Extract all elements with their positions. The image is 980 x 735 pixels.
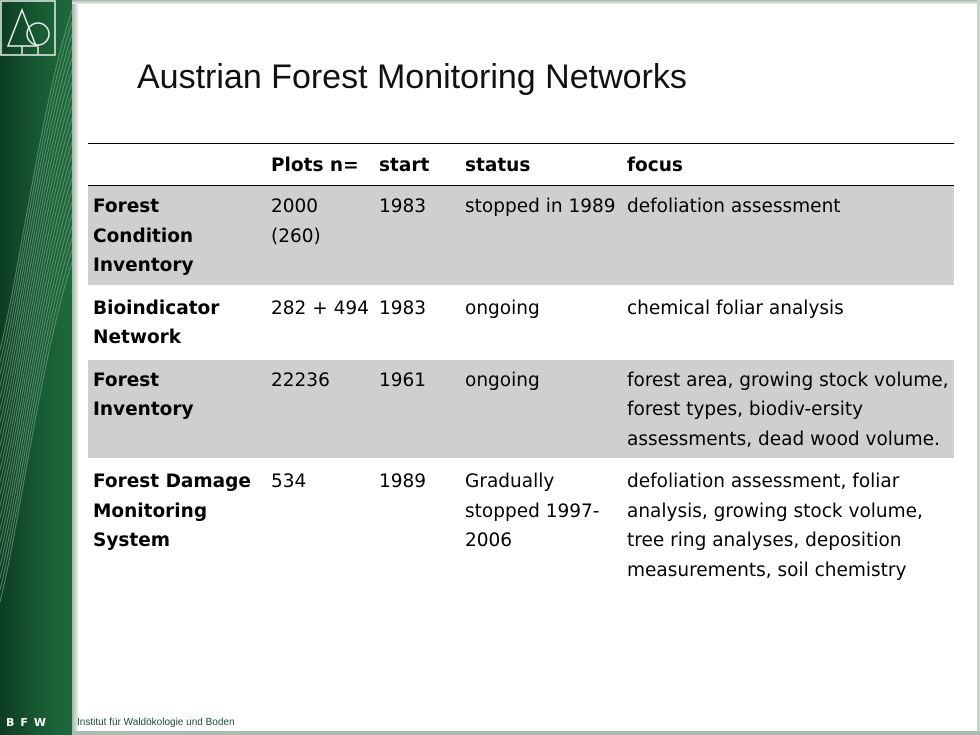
bfw-tree-logo-icon [0,0,56,56]
table-row [88,460,954,591]
focus-text: defoliation assessment, foliar analysis, growing stock volume, tree ring analyses, deposition measurements, soil chemistry [627,471,923,581]
sidebar-wave-lines [0,0,72,735]
header-start: start [374,144,460,186]
sidebar-edge [72,0,78,735]
start-year: 1983 [374,186,460,287]
table-row [88,186,954,287]
focus-text: defoliation assessment [622,186,954,287]
status-text: ongoing [460,358,622,460]
sidebar-band [0,0,72,735]
network-name: Forest Damage Monitoring System [93,471,251,551]
focus-text: chemical foliar analysis [627,297,844,319]
network-name: Bioindicator Network [93,297,220,348]
bottom-bar [72,731,980,735]
header-blank [88,144,266,186]
top-edge [72,0,980,4]
status-text: Gradually stopped 1997-2006 [465,471,600,551]
start-year: 1961 [374,358,460,460]
networks-table [88,143,954,592]
table-row [88,358,954,460]
status-text: stopped in 1989 [460,186,622,287]
status-text: ongoing [465,297,540,319]
plots-count: 22236 [266,358,374,460]
header-focus: focus [622,144,954,186]
slide-title: Austrian Forest Monitoring Networks [137,58,687,96]
start-year: 1989 [379,471,427,492]
logo-letters: BFW [6,716,53,729]
header-status: status [460,144,622,186]
table-header-row [88,144,954,186]
plots-count: 282 + 494 [271,297,369,319]
start-year: 1983 [379,297,427,319]
table-row [88,286,954,358]
institute-name: Institut für Waldökologie und Boden [77,717,235,728]
plots-count: 534 [271,471,307,492]
header-plots: Plots n= [266,144,374,186]
network-name: Forest Inventory [88,358,266,460]
plots-count: 2000 (260) [266,186,374,287]
network-name: Forest Condition Inventory [88,186,266,287]
focus-text: forest area, growing stock volume, forest types, biodiv-ersity assessments, dead wood volume. [622,358,954,460]
